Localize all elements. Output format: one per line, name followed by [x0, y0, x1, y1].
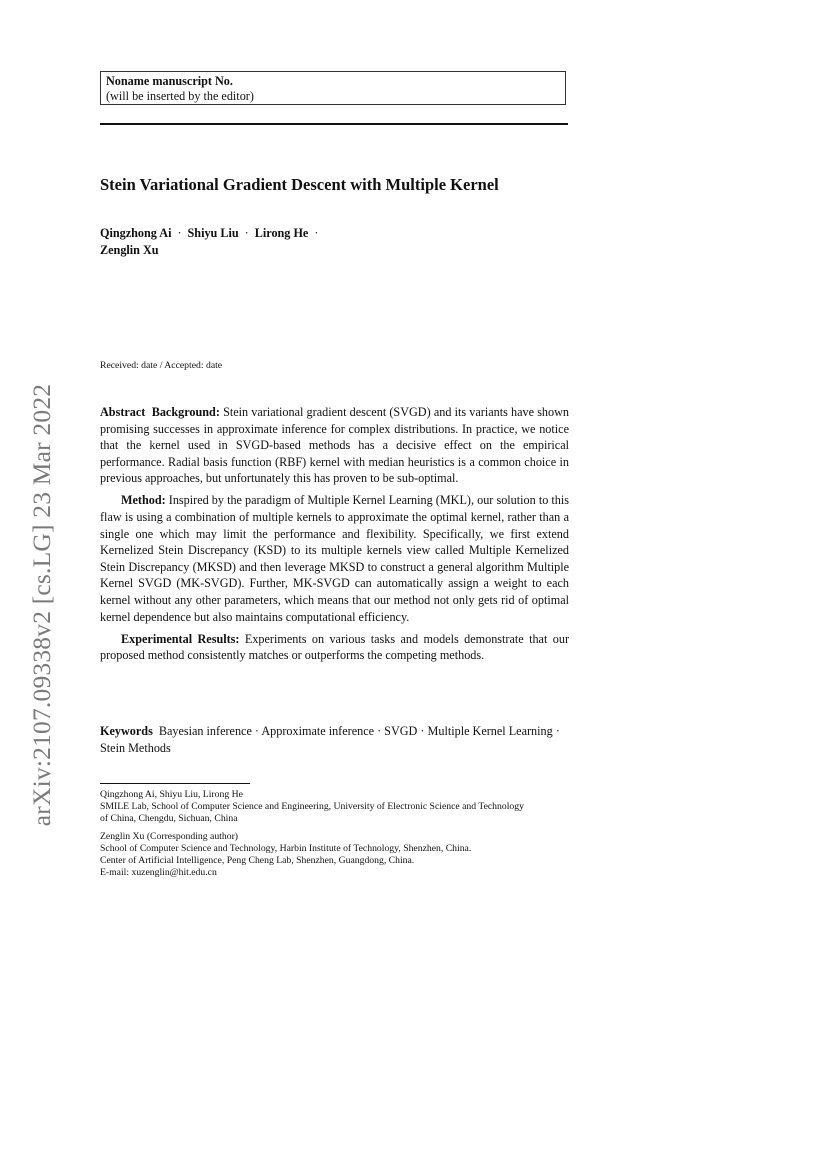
method-label: Method: [121, 493, 166, 508]
abstract-heading: Abstract [100, 405, 146, 419]
affiliation-group-1 [100, 789, 572, 825]
affiliation-text: Center of Artificial Intelligence, Peng Cheng Lab, Shenzhen, Guangdong, China. [100, 855, 415, 866]
abstract [100, 404, 569, 669]
affiliation-names: Qingzhong Ai, Shiyu Liu, Lirong He [100, 789, 243, 800]
author-list [100, 225, 520, 258]
paper-title: Stein Variational Gradient Descent with Multiple Kernel [100, 175, 499, 194]
keywords [100, 723, 569, 756]
received-accepted-dates: Received: date / Accepted: date [100, 360, 223, 371]
author-name: Zenglin Xu [100, 242, 159, 257]
affiliation-group-2 [100, 831, 572, 879]
abstract-method-paragraph [100, 492, 569, 625]
author-separator: · [244, 226, 249, 240]
keywords-text: Bayesian inference · Approximate inference · SVGD · Multiple Kernel Learning · Stein Methods [100, 724, 560, 755]
method-text: Inspired by the paradigm of Multiple Kernel Learning (MKL), our solution to this flaw is using a combination of multiple kernels to approximate the optimal kernel, rather than a single one which may limit the performance and flexibility. Specifically, we first extend Kernelized Stein Discrepancy (KSD) to its multiple kernels view called Multiple Kernelized Stein Discrepancy (MKSD) and then leverage MKSD to construct a general algorithm Multiple Kernel SVGD (MK-SVGD). Further, MK-SVGD can automatically assign a weight to each kernel without any other parameters, which means that our method not only gets rid of optimal kernel dependence but also maintains computational efficiency. [100, 493, 569, 624]
corresponding-author: Zenglin Xu (Corresponding author) [100, 831, 239, 842]
manuscript-number-label: Noname manuscript No. [106, 74, 233, 88]
background-label: Background: [151, 405, 220, 419]
keywords-heading: Keywords [100, 724, 153, 738]
abstract-background-paragraph [100, 404, 569, 487]
author-affiliations [100, 789, 572, 885]
author-separator: · [177, 226, 182, 240]
abstract-results-paragraph [100, 631, 569, 664]
author-name: Qingzhong Ai [100, 226, 172, 240]
arxiv-identifier-text: arXiv:2107.09338v2 [cs.LG] 23 Mar 2022 [27, 383, 56, 827]
footnote-rule [100, 783, 250, 784]
affiliation-text: SMILE Lab, School of Computer Science and Engineering, University of Electronic Science and Technology [100, 801, 524, 812]
results-label: Experimental Results: [121, 631, 240, 646]
author-name: Lirong He [254, 226, 309, 240]
header-rule [100, 123, 568, 125]
editor-note: (will be inserted by the editor) [106, 88, 254, 103]
author-separator: · [314, 226, 319, 240]
affiliation-text: School of Computer Science and Technology, Harbin Institute of Technology, Shenzhen, China. [100, 843, 472, 854]
author-email: E-mail: xuzenglin@hit.edu.cn [100, 867, 217, 878]
background-text: Stein variational gradient descent (SVGD) and its variants have shown promising successes in approximate inference for complex distributions. In practice, we notice that the kernel used in SVGD-based methods has a decisive effect on the empirical performance. Radial basis function (RBF) kernel with median heuristics is a common choice in previous approaches, but unfortunately this has proven to be sub-optimal. [100, 405, 570, 486]
manuscript-number-box [100, 71, 566, 105]
author-name: Shiyu Liu [187, 226, 239, 240]
results-text: Experiments on various tasks and models demonstrate that our proposed method consistently matches or outperforms the competing methods. [100, 631, 570, 663]
affiliation-text: of China, Chengdu, Sichuan, China [100, 813, 238, 824]
